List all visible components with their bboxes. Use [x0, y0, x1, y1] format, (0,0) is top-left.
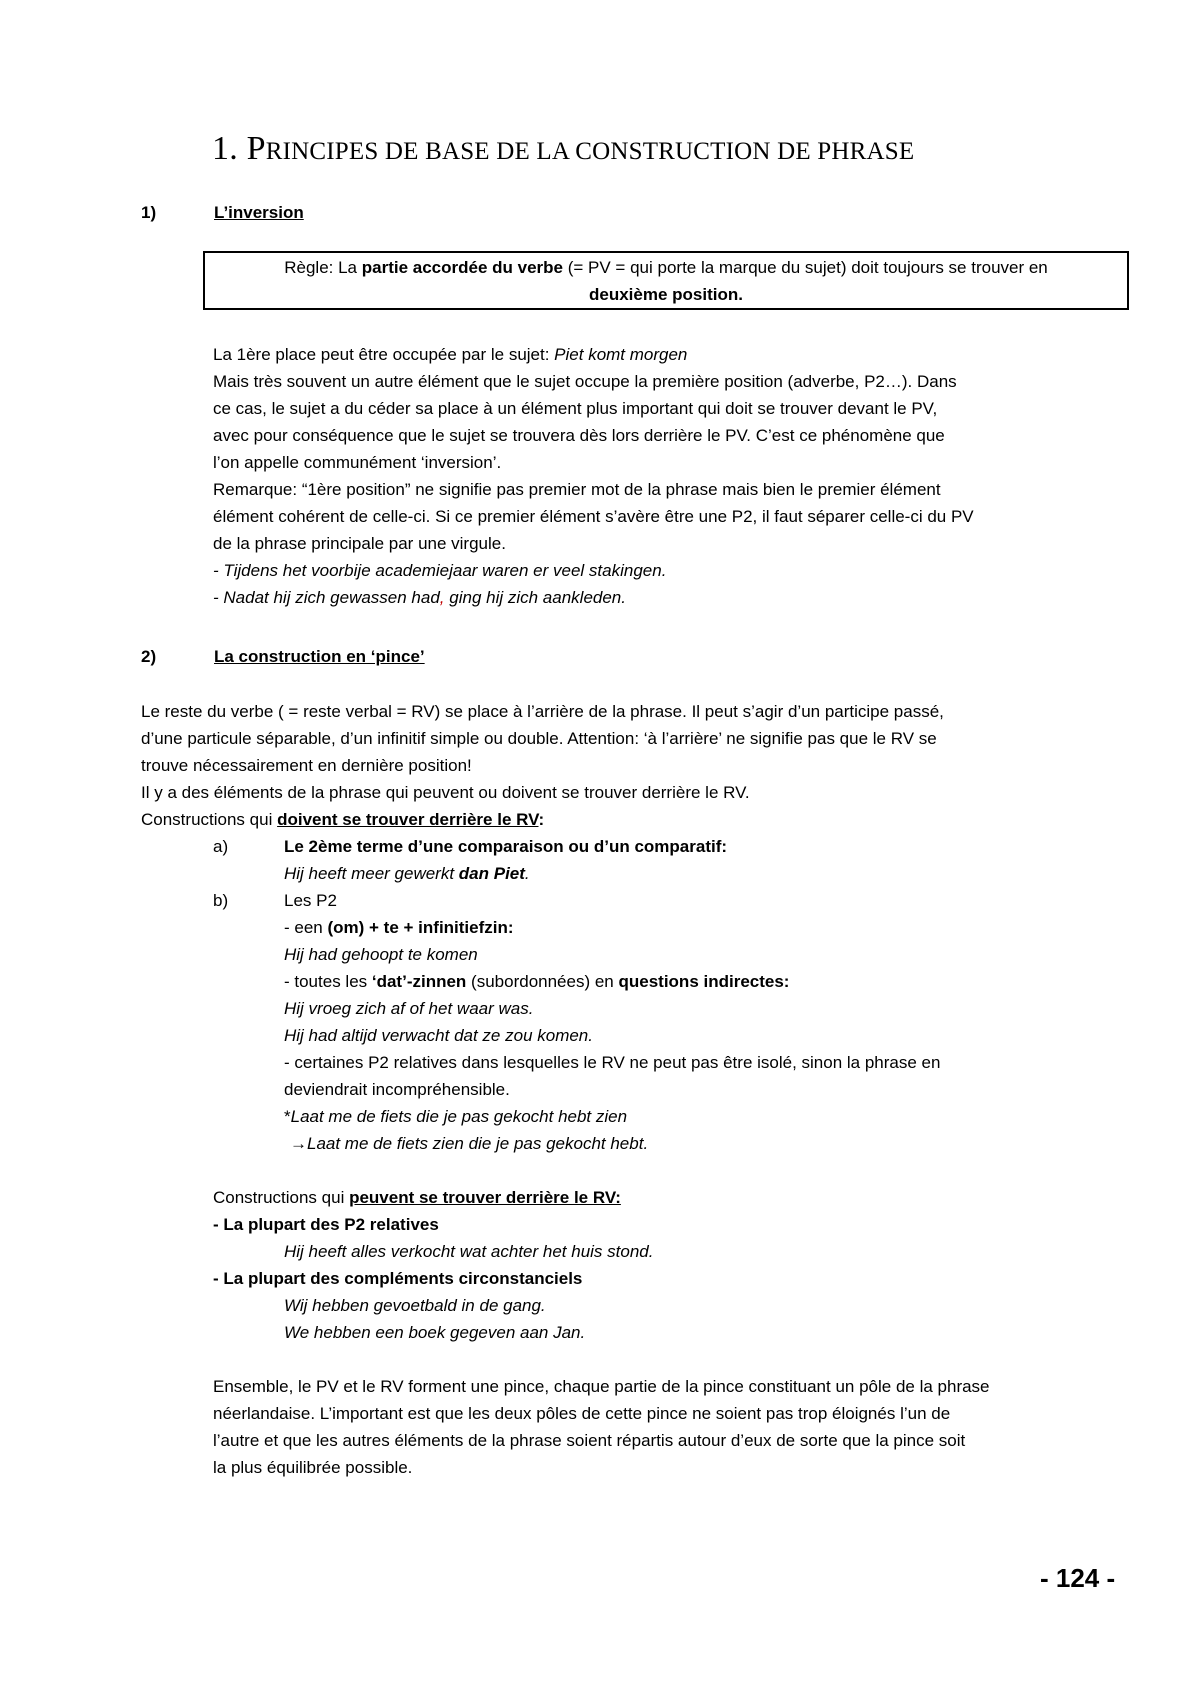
example-line: [290, 1133, 648, 1155]
conclusion-line: l’autre et que les autres éléments de la phrase soient répartis autour d’eux de sorte que la pince soit: [213, 1431, 966, 1450]
page-title: [212, 130, 914, 168]
rule-text-d: deuxième position.: [589, 285, 743, 304]
example-line: We hebben een boek gegeven aan Jan.: [284, 1323, 586, 1342]
intro-line: Le reste du verbe ( = reste verbal = RV) se place à l’arrière de la phrase. Il peut s’agir d’un participe passé,: [141, 702, 944, 721]
may-item-2: - La plupart des compléments circonstanciels: [213, 1269, 583, 1288]
remark-line: de la phrase principale par une virgule.: [213, 534, 506, 553]
may-heading-text: Constructions qui: [213, 1188, 350, 1207]
conclusion-line: la plus équilibrée possible.: [213, 1458, 413, 1477]
example-bold: dan Piet: [458, 864, 525, 883]
arrow-icon: →: [290, 1134, 307, 1153]
example-part: Laat me de fiets die je pas gekocht hebt zien: [290, 1107, 628, 1126]
title-initial: P: [246, 130, 266, 167]
rule-text-b: partie accordée du verbe: [361, 258, 563, 277]
para-line: ce cas, le sujet a du céder sa place à un élément plus important qui doit se trouver devant le PV,: [213, 399, 938, 418]
item-b-title: Les P2: [284, 891, 337, 910]
remark-line: élément cohérent de celle-ci. Si ce premier élément s’avère être une P2, il faut séparer celle-ci du PV: [213, 507, 974, 526]
example-part: - Nadat hij zich gewassen had: [213, 588, 440, 607]
asterisk: *: [284, 1107, 291, 1126]
para-line: avec pour conséquence que le sujet se trouvera dès lors derrière le PV. C’est ce phénomène que: [213, 426, 945, 445]
example-line: Hij heeft alles verkocht wat achter het huis stond.: [284, 1242, 654, 1261]
para-first-place-example: Piet komt morgen: [554, 345, 688, 364]
example-line: Wij hebben gevoetbald in de gang.: [284, 1296, 546, 1315]
item-b-label: b): [213, 891, 229, 910]
rule-box: [203, 251, 1129, 310]
para-line: Mais très souvent un autre élément que le sujet occupe la première position (adverbe, P2…). Dans: [213, 372, 957, 391]
section-1-title: L’inversion: [214, 203, 304, 222]
example-line: Hij had altijd verwacht dat ze zou komen.: [284, 1026, 593, 1045]
example-part: Laat me de fiets zien die je pas gekocht hebt.: [307, 1134, 649, 1153]
text-part: - een: [284, 918, 328, 937]
item-b1: [284, 917, 514, 939]
text-bold: questions indirectes:: [618, 972, 790, 991]
text-bold: ‘dat’-zinnen: [371, 972, 467, 991]
conclusion-line: néerlandaise. L’important est que les deux pôles de cette pince ne soient pas trop éloignés l’un de: [213, 1404, 951, 1423]
example-red-comma: ,: [439, 588, 445, 607]
may-heading-underlined: peuvent se trouver derrière le RV:: [349, 1188, 621, 1207]
item-a-label: a): [213, 837, 229, 856]
rule-text-c: (= PV = qui porte la marque du sujet) doit toujours se trouver en: [563, 258, 1048, 277]
example-line: Hij vroeg zich af of het waar was.: [284, 999, 534, 1018]
may-item-1: - La plupart des P2 relatives: [213, 1215, 439, 1234]
item-b3-line: deviendrait incompréhensible.: [284, 1080, 510, 1099]
item-a-example: [284, 863, 530, 885]
must-heading-text: Constructions qui: [141, 810, 278, 829]
must-heading: [141, 809, 544, 831]
title-number: 1.: [212, 130, 238, 167]
item-b2: [284, 971, 789, 993]
example-line: Hij had gehoopt te komen: [284, 945, 478, 964]
title-rest: RINCIPES DE BASE DE LA CONSTRUCTION DE PHRASE: [265, 138, 915, 165]
may-heading: [213, 1187, 621, 1209]
text-part: (subordonnées) en: [466, 972, 619, 991]
must-heading-underlined: doivent se trouver derrière le RV: [277, 810, 539, 829]
conclusion-line: Ensemble, le PV et le RV forment une pince, chaque partie de la pince constituant un pôle de la phrase: [213, 1377, 990, 1396]
example-part: .: [524, 864, 530, 883]
page-number: - 124 -: [1040, 1563, 1116, 1593]
example-line: [284, 1106, 627, 1128]
example-line: - Tijdens het voorbije academiejaar waren er veel stakingen.: [213, 561, 667, 580]
intro-line: trouve nécessairement en dernière position!: [141, 756, 472, 775]
item-a-title: Le 2ème terme d’une comparaison ou d’un comparatif:: [284, 837, 728, 856]
example-part: Hij heeft meer gewerkt: [284, 864, 459, 883]
section-2-title: La construction en ‘pince’: [214, 647, 425, 666]
text-bold: (om) + te + infinitiefzin:: [327, 918, 514, 937]
item-b3-line: - certaines P2 relatives dans lesquelles le RV ne peut pas être isolé, sinon la phrase en: [284, 1053, 941, 1072]
para-line: l’on appelle communément ‘inversion’.: [213, 453, 502, 472]
example-line: [213, 587, 626, 609]
remark-line: Remarque: “1ère position” ne signifie pas premier mot de la phrase mais bien le premier élément: [213, 480, 941, 499]
para-first-place: [213, 344, 687, 366]
para-first-place-text: La 1ère place peut être occupée par le sujet:: [213, 345, 555, 364]
text-part: - toutes les: [284, 972, 372, 991]
section-2-number: 2): [141, 647, 157, 666]
intro-line: d’une particule séparable, d’un infinitif simple ou double. Attention: ‘à l’arrière’ ne signifie pas que le RV se: [141, 729, 937, 748]
rule-text-a: Règle: La: [284, 258, 362, 277]
intro-line: Il y a des éléments de la phrase qui peuvent ou doivent se trouver derrière le RV.: [141, 783, 750, 802]
section-1-number: 1): [141, 203, 157, 222]
must-heading-colon: :: [538, 810, 545, 829]
example-part: ging hij zich aankleden.: [444, 588, 626, 607]
